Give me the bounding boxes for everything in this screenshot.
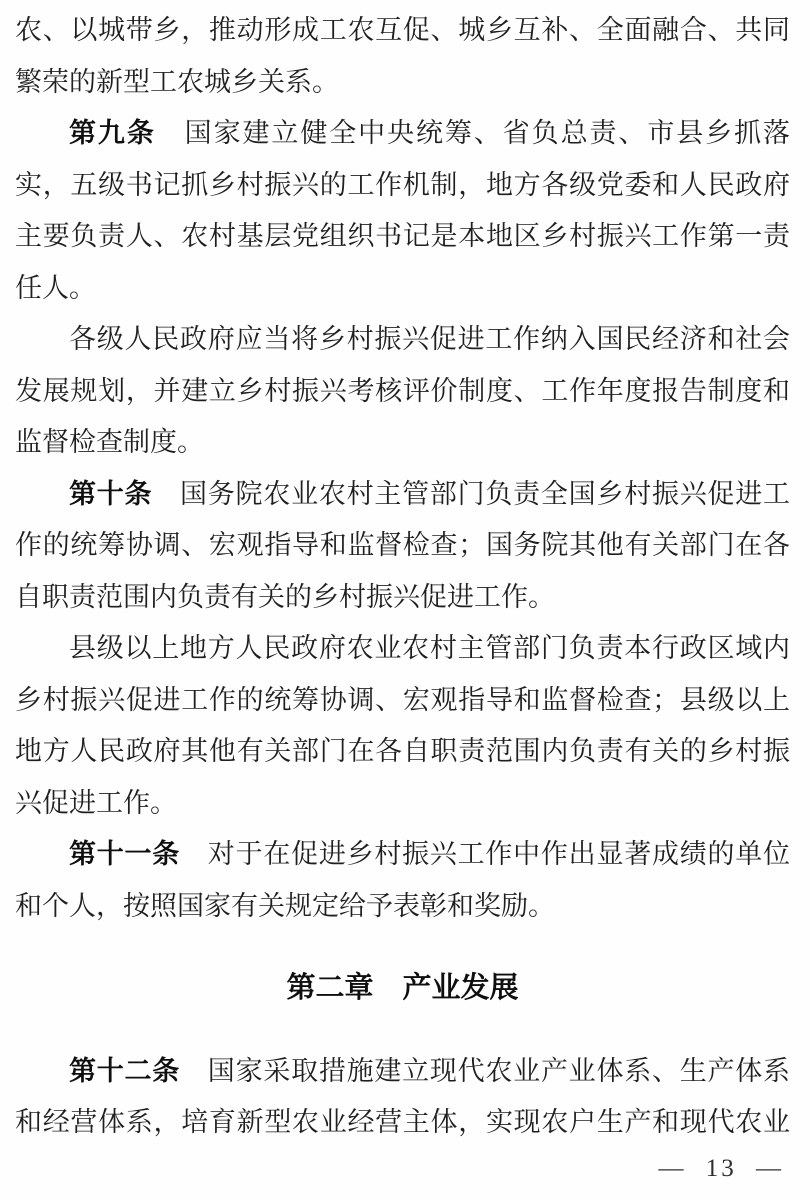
body-text: 兴促进工作。: [15, 787, 177, 818]
paragraph: [15, 5, 790, 108]
body-text: 繁荣的新型工农城乡关系。: [15, 66, 339, 97]
body-text: 发展规划，并建立乡村振兴考核评价制度、工作年度报告制度和: [15, 375, 790, 406]
body-text: 和个人，按照国家有关规定给予表彰和奖励。: [15, 890, 555, 921]
article-number: 第十一条: [69, 839, 181, 869]
body-text: 农、以城带乡，推动形成工农互促、城乡互补、全面融合、共同: [15, 15, 790, 45]
text-line: [15, 1097, 790, 1149]
text-line: [15, 520, 790, 572]
body-text: 实，五级书记抓乡村振兴的工作机制，地方各级党委和人民政府: [15, 169, 790, 200]
body-text: 监督检查制度。: [15, 427, 204, 457]
text-line: [15, 572, 790, 624]
article-number: 第九条: [69, 118, 156, 148]
article-number: 第十条: [69, 478, 153, 509]
paragraph: [15, 108, 790, 314]
paragraph: [15, 1046, 790, 1149]
body-text: 对于在促进乡村振兴工作中作出显著成绩的单位: [180, 839, 790, 869]
text-line: [15, 778, 790, 830]
body-text: 乡村振兴促进工作的统筹协调、宏观指导和监督检查；县级以上: [15, 684, 790, 715]
body-text: 国家采取措施建立现代农业产业体系、生产体系: [180, 1055, 790, 1086]
text-line: [15, 1046, 790, 1098]
text-line: [15, 57, 790, 109]
text-line: [15, 417, 790, 469]
body-text: 自职责范围内负责有关的乡村振兴促进工作。: [15, 581, 555, 612]
paragraph: [15, 469, 790, 624]
body-text: 和经营体系，培育新型农业经营主体，实现农户生产和现代农业: [15, 1107, 790, 1137]
body-text: 作的统筹协调、宏观指导和监督检查；国务院其他有关部门在各: [15, 530, 790, 560]
body-text: 地方人民政府其他有关部门在各自职责范围内负责有关的乡村振: [15, 736, 790, 766]
body-text: 国家建立健全中央统筹、省负总责、市县乡抓落: [155, 118, 790, 148]
chapter-heading: 第二章 产业发展: [286, 972, 519, 1004]
body-text: 县级以上地方人民政府农业农村主管部门负责本行政区域内: [69, 633, 790, 663]
body-text: 各级人民政府应当将乡村振兴促进工作纳入国民经济和社会: [69, 324, 790, 354]
paragraph: [15, 829, 790, 932]
text-line: [15, 5, 790, 57]
body-text: 主要负责人、农村基层党组织书记是本地区乡村振兴工作第一责: [15, 221, 790, 251]
text-line: [15, 469, 790, 521]
text-line: [15, 675, 790, 727]
text-line: [15, 160, 790, 212]
body-text: 任人。: [15, 272, 96, 303]
paragraph: [15, 623, 790, 829]
article-number: 第十二条: [69, 1055, 181, 1086]
text-line: [15, 366, 790, 418]
text-line: [15, 726, 790, 778]
text-line: [15, 829, 790, 881]
text-line: [15, 881, 790, 933]
body-text: 国务院农业农村主管部门负责全国乡村振兴促进工: [152, 478, 790, 509]
paragraph: [15, 314, 790, 469]
text-line: [15, 314, 790, 366]
text-line: [15, 108, 790, 160]
document-body: [15, 5, 790, 1149]
text-line: [15, 623, 790, 675]
text-line: [15, 211, 790, 263]
page-number: — 13 —: [658, 1155, 784, 1182]
text-line: [15, 263, 790, 315]
